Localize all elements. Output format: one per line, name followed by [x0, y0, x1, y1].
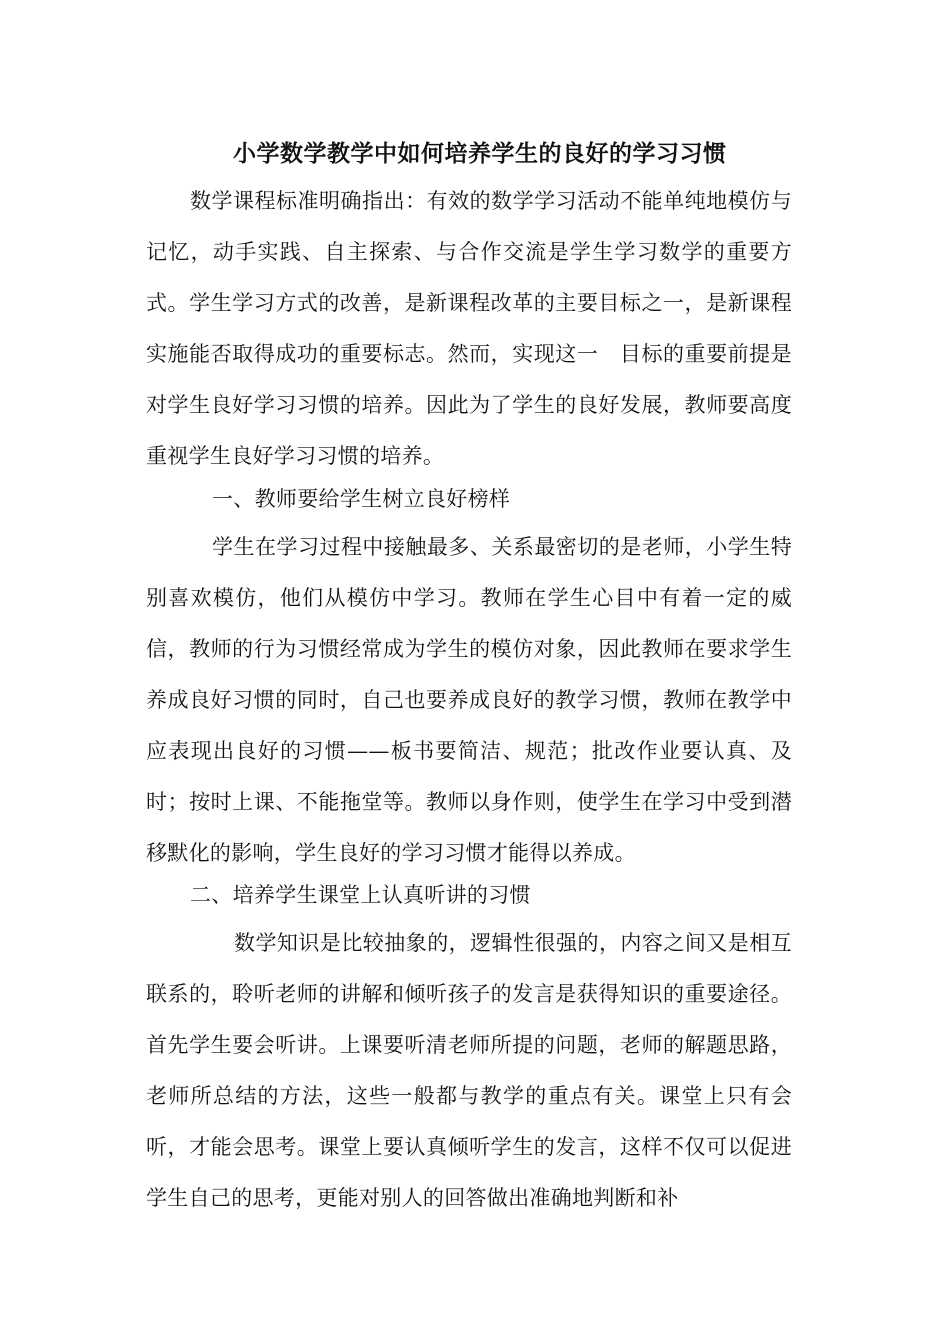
section-heading-2: 二、培养学生课堂上认真听讲的习惯 [190, 883, 531, 907]
intro-paragraph: 数学课程标准明确指出：有效的数学学习活动不能单纯地模仿与记忆，动手实践、自主探索、与合作交流是学生学习数学的重要方式。学生学习方式的改善，是新课程改革的主要目标之一，是新课程实施能否取得成功的重要标志。然而，实现这一 目标的重要前提是对学生良好学习习惯的培养。因此为了学生的良好发展，教师要高度重视学生良好学习习惯的培养。 [146, 189, 792, 468]
document-title: 小学数学教学中如何培养学生的良好的学习习惯 [233, 140, 727, 167]
section-2-paragraph: 数学知识是比较抽象的，逻辑性很强的，内容之间又是相互联系的，聆听老师的讲解和倾听孩子的发言是获得知识的重要途径。首先学生要会听讲。上课要听清老师所提的问题，老师的解题思路，老师所总结的方法，这些一般都与教学的重点有关。课堂上只有会听，才能会思考。课堂上要认真倾听学生的发言，这样不仅可以促进学生自己的思考，更能对别人的回答做出准确地判断和补 [146, 931, 792, 1210]
section-heading-1: 一、教师要给学生树立良好榜样 [212, 487, 511, 511]
section-1-paragraph: 学生在学习过程中接触最多、关系最密切的是老师，小学生特别喜欢模仿，他们从模仿中学习。教师在学生心目中有着一定的威信，教师的行为习惯经常成为学生的模仿对象，因此教师在要求学生养成良好习惯的同时，自己也要养成良好的教学习惯，教师在教学中应表现出良好的习惯——板书要简洁、规范；批改作业要认真、及时；按时上课、不能拖堂等。教师以身作则，使学生在学习中受到潜移默化的影响，学生良好的学习习惯才能得以养成。 [146, 535, 792, 865]
